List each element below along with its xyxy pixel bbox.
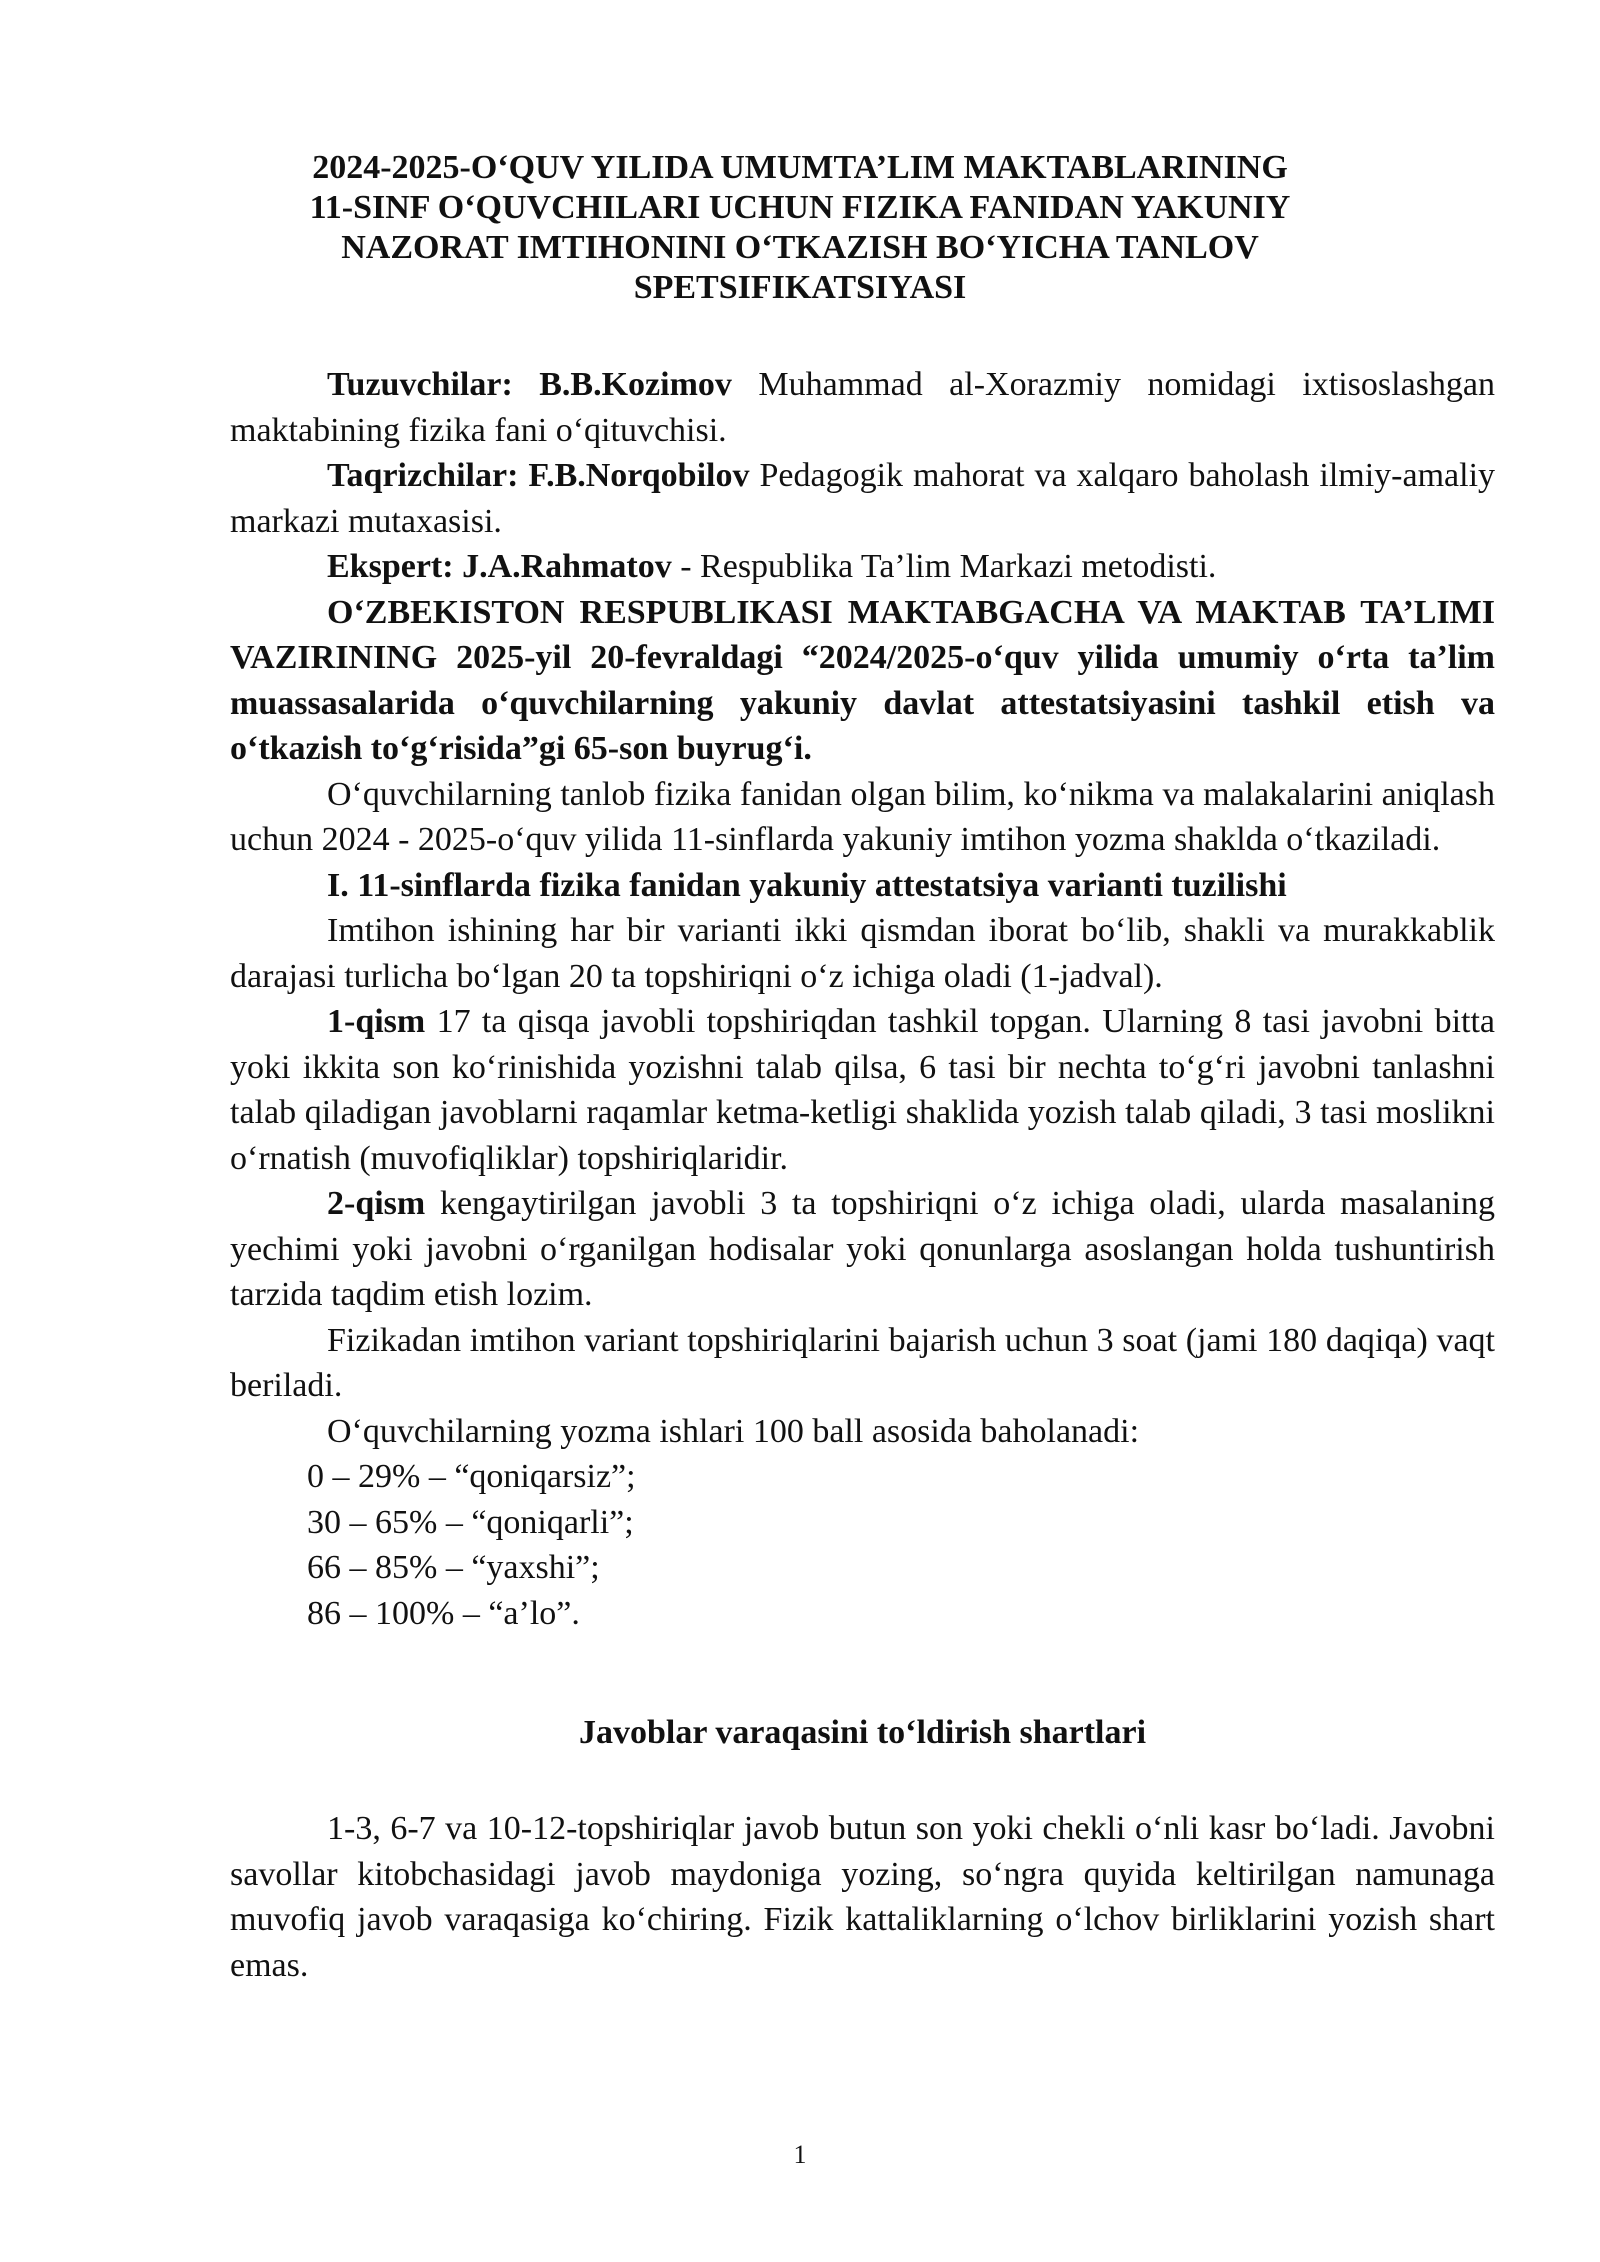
title-line: SPETSIFIKATSIYASI [633,269,967,306]
reviewers-description: Pedagogik mahorat va xalqaro baholash ilmiy-amaliy markazi mutaxasisi. [230,457,1496,540]
part2-paragraph [230,1181,1495,1318]
title-line: 11-SINF O‘QUVCHILARI UCHUN FIZIKA FANIDAN YAKUNIY [309,189,1291,226]
grade-item: 86 – 100% – “a’lo”. [307,1594,580,1632]
grade-item: 30 – 65% – “qoniqarli”; [307,1503,634,1541]
grade-item: 0 – 29% – “qoniqarsiz”; [307,1458,636,1495]
compilers-name: B.B.Kozimov [539,366,732,403]
part2-text: kengaytirilgan javobli 3 ta topshiriqni o‘z ichiga oladi, ularda masalaning yechimi yoki javobni o‘rganilgan hodisalar yoki qonunlarga asoslangan holda tushuntirish tarzida taqdim etish lozim. [230,1185,1495,1313]
expert-description: - Respublika Ta’lim Markazi metodisti. [680,548,1217,585]
grade-item: 66 – 85% – “yaxshi”; [307,1549,600,1586]
expert-paragraph [230,544,1495,590]
title-line: 2024-2025-O‘QUV YILIDA UMUMTA’LIM MAKTABLARINING [312,149,1288,186]
compilers-label: Tuzuvchilar: [327,366,513,403]
grading-intro: O‘quvchilarning yozma ishlari 100 ball asosida baholanadi: [327,1412,1140,1450]
page-number: 1 [793,2140,807,2169]
part1-label: 1-qism [327,1003,426,1040]
authors-block [230,362,1495,1636]
section-heading: I. 11-sinflarda fizika fanidan yakuniy attestatsiya varianti tuzilishi [327,866,1287,904]
time-paragraph: Fizikadan imtihon variant topshiriqlarini bajarish uchun 3 soat (jami 180 daqiqa) vaqt beriladi. [230,1321,1495,1404]
reviewers-name: F.B.Norqobilov [528,457,750,494]
intro-paragraph: O‘quvchilarning tanlob fizika fanidan olgan bilim, ko‘nikma va malakalarini aniqlash uchun 2024 - 2025-o‘quv yilida 11-sinflarda yakuniy imtihon yozma shaklda o‘tkaziladi. [230,775,1495,858]
document-title [280,148,1320,308]
part2-label: 2-qism [327,1185,426,1222]
part1-text: 17 ta qisqa javobli topshiriqdan tashkil topgan. Ularning 8 tasi javobni bitta yoki ikkita son ko‘rinishida yozishni talab qilsa, 6 tasi bir nechta to‘g‘ri javobni tanlashni talab qiladigan javoblarni raqamlar ketma-ketligi shaklida yozish talab qiladi, 3 tasi moslikni o‘rnatish (muvofiqliklar) topshiriqlaridir. [230,1003,1496,1177]
reviewers-paragraph [230,453,1495,544]
variant-intro-paragraph: Imtihon ishining har bir varianti ikki qismdan iborat bo‘lib, shakli va murakkablik darajasi turlicha bo‘lgan 20 ta topshiriqni o‘z ichiga oladi (1-jadval). [230,912,1495,995]
expert-label: Ekspert: [327,548,454,585]
compilers-paragraph [230,362,1495,453]
title-line: NAZORAT IMTIHONINI O‘TKAZISH BO‘YICHA TANLOV [341,229,1259,266]
compilers-description: Muhammad al-Xorazmiy nomidagi ixtisoslashgan maktabining fizika fani o‘qituvchisi. [230,366,1495,449]
decree-paragraph: O‘ZBEKISTON RESPUBLIKASI MAKTABGACHA VA MAKTAB TA’LIMI VAZIRINING 2025-yil 20-fevraldagi “2024/2025-o‘quv yilida umumiy o‘rta ta’lim muassasalarida o‘quvchilarning yakuniy davlat attestatsiyasini tashkil etish va o‘tkazish to‘g‘risida”gi 65-son buyrug‘i. [230,593,1495,767]
part1-paragraph [230,999,1495,1181]
grades-list [230,1454,1495,1636]
reviewers-label: Taqrizchilar: [327,457,519,494]
expert-name: J.A.Rahmatov [462,548,672,585]
answers-block [230,1806,1495,1988]
answers-heading: Javoblar varaqasini to‘ldirish shartlari [578,1714,1147,1751]
answers-paragraph: 1-3, 6-7 va 10-12-topshiriqlar javob butun son yoki chekli o‘nli kasr bo‘ladi. Javobni savollar kitobchasidagi javob maydoniga yozing, so‘ngra quyida keltirilgan namunaga muvofiq javob varaqasiga ko‘chiring. Fizik kattaliklarning o‘lchov birliklarini yozish shart emas. [230,1810,1495,1984]
